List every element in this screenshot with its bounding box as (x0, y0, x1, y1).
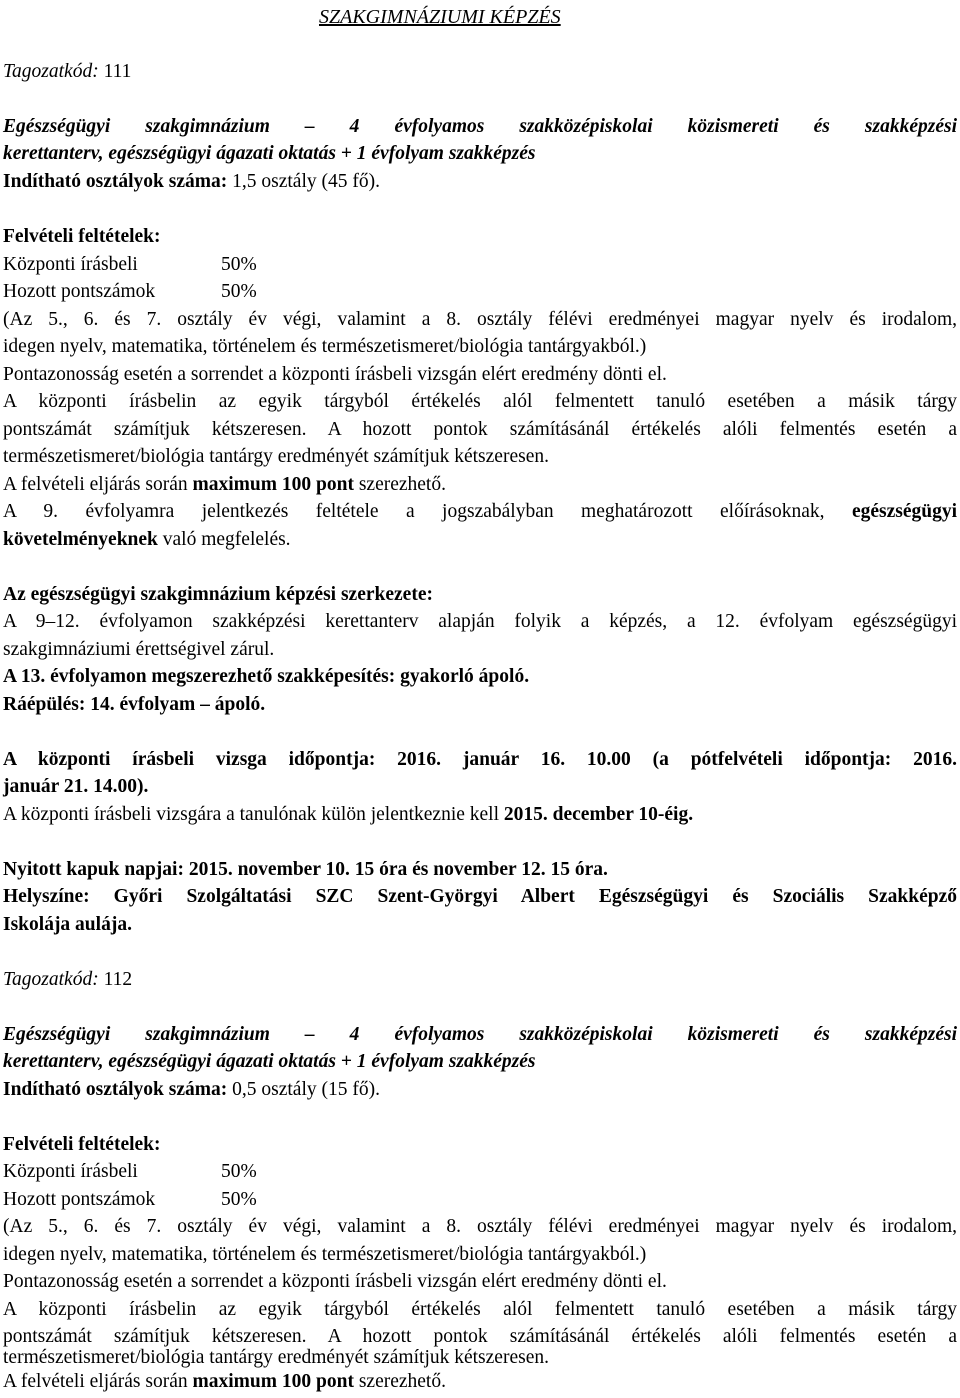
grade9-bold: követelményeknek (3, 529, 158, 550)
venue: Iskolája aulája. (3, 914, 132, 935)
exemption-rule: A központi írásbelin az egyik tárgyból értékelés alól felmentett tanuló esetében a másik tárgy (3, 1299, 957, 1320)
registration-text: A központi írásbeli vizsgára a tanulónak külön jelentkeznie kell (3, 804, 504, 825)
grades-note: idegen nyelv, matematika, történelem és természetismeret/biológia tantárgyakból.) (3, 336, 647, 357)
grades-note: (Az 5., 6. és 7. osztály év végi, valamint a 8. osztály félévi eredményei magyar nyelv és irodalom, (3, 309, 957, 330)
class-count (3, 1076, 957, 1104)
tie-rule: Pontazonosság esetén a sorrendet a központi írásbeli vizsgán elért eredmény dönti el. (3, 1271, 667, 1292)
grade9-bold: egészségügyi (851, 501, 957, 522)
class-count (3, 168, 957, 196)
criteria-row (3, 251, 957, 279)
structure-heading: Az egészségügyi szakgimnázium képzési szerkezete: (3, 584, 433, 605)
max-points-text: A felvételi eljárás során (3, 474, 193, 495)
grade9-text: A 9. évfolyamra jelentkezés feltétele a jogszabályban meghatározott előírásoknak, (3, 501, 852, 522)
qualification: A 13. évfolyamon megszerezhető szakképesítés: gyakorló ápoló. (3, 666, 530, 687)
structure-text: szakgimnáziumi érettségivel zárul. (3, 639, 275, 660)
class-count-value: 0,5 osztály (15 fő). (227, 1079, 380, 1100)
max-points-text: A felvételi eljárás során (3, 1371, 193, 1392)
criteria-row (3, 278, 957, 306)
criteria-value: 50% (221, 254, 257, 275)
grades-note: (Az 5., 6. és 7. osztály év végi, valamint a 8. osztály félévi eredményei magyar nyelv és irodalom, (3, 1216, 957, 1237)
exam-date: január 21. 14.00). (3, 776, 149, 797)
criteria-value: 50% (221, 1161, 257, 1182)
open-day: Nyitott kapuk napjai: 2015. november 10. 15 óra és november 12. 15 óra. (3, 859, 608, 880)
page-title-text: SZAKGIMNÁZIUMI KÉPZÉS (319, 6, 561, 28)
max-points-text: szerezhető. (353, 474, 446, 495)
class-count-label: Indítható osztályok száma: (3, 1079, 228, 1100)
class-count-value: 1,5 osztály (45 fő). (227, 171, 380, 192)
grade9-text: való megfelelés. (157, 529, 291, 550)
max-points-value: maximum 100 pont (192, 474, 354, 495)
exemption-rule: pontszámát számítjuk kétszeresen. A hozott pontok számításánál értékelés alóli felmentés esetén a (3, 1326, 957, 1347)
max-points-text: szerezhető. (353, 1371, 446, 1392)
criteria-label: Hozott pontszámok (3, 1189, 156, 1210)
grade9-requirement (3, 498, 957, 526)
page-title (319, 4, 561, 32)
section-code-value: 111 (103, 61, 132, 82)
program-description: Egészségügyi szakgimnázium – 4 évfolyamos szakközépiskolai közismereti és szakképzési (3, 1024, 957, 1045)
grade9-requirement (3, 526, 957, 554)
criteria-label: Központi írásbeli (3, 1161, 138, 1182)
criteria-label: Hozott pontszámok (3, 281, 156, 302)
section-code (3, 58, 957, 86)
exemption-rule: természetismeret/biológia tantárgy eredményét számítjuk kétszeresen. (3, 1347, 549, 1368)
class-count-label: Indítható osztályok száma: (3, 171, 228, 192)
max-points (3, 471, 957, 499)
criteria-value: 50% (221, 1189, 257, 1210)
venue: Helyszíne: Győri Szolgáltatási SZC Szent-Györgyi Albert Egészségügyi és Szociális Szakképző (3, 886, 957, 907)
grades-note: idegen nyelv, matematika, történelem és természetismeret/biológia tantárgyakból.) (3, 1244, 647, 1265)
section-code-label: Tagozatkód: (3, 969, 99, 990)
section-code-label: Tagozatkód: (3, 61, 99, 82)
exemption-rule: A központi írásbelin az egyik tárgyból értékelés alól felmentett tanuló esetében a másik tárgy (3, 391, 957, 412)
max-points-value: maximum 100 pont (192, 1371, 354, 1392)
follow-up-course: Ráépülés: 14. évfolyam – ápoló. (3, 694, 266, 715)
tie-rule: Pontazonosság esetén a sorrendet a központi írásbeli vizsgán elért eredmény dönti el. (3, 364, 667, 385)
criteria-row (3, 1158, 957, 1186)
max-points (3, 1368, 957, 1396)
structure-text: A 9–12. évfolyamon szakképzési kerettanterv alapján folyik a képzés, a 12. évfolyam egészségügyi (3, 611, 957, 632)
program-description: Egészségügyi szakgimnázium – 4 évfolyamos szakközépiskolai közismereti és szakképzési (3, 116, 957, 137)
program-description: kerettanterv, egészségügyi ágazati oktatás + 1 évfolyam szakképzés (3, 1051, 536, 1072)
section-code-value: 112 (103, 969, 133, 990)
registration-date: 2015. december 10-éig. (503, 804, 694, 825)
admission-heading: Felvételi feltételek: (3, 226, 161, 247)
admission-heading: Felvételi feltételek: (3, 1134, 161, 1155)
exam-date: A központi írásbeli vizsga időpontja: 2016. január 16. 10.00 (a pótfelvételi időpontja: 2016. (3, 749, 957, 770)
criteria-row (3, 1186, 957, 1214)
exemption-rule: pontszámát számítjuk kétszeresen. A hozott pontok számításánál értékelés alóli felmentés esetén a (3, 419, 957, 440)
criteria-value: 50% (221, 281, 257, 302)
criteria-label: Központi írásbeli (3, 254, 138, 275)
program-description: kerettanterv, egészségügyi ágazati oktatás + 1 évfolyam szakképzés (3, 143, 536, 164)
exemption-rule: természetismeret/biológia tantárgy eredményét számítjuk kétszeresen. (3, 446, 549, 467)
registration-deadline (3, 801, 957, 829)
section-code (3, 966, 957, 994)
